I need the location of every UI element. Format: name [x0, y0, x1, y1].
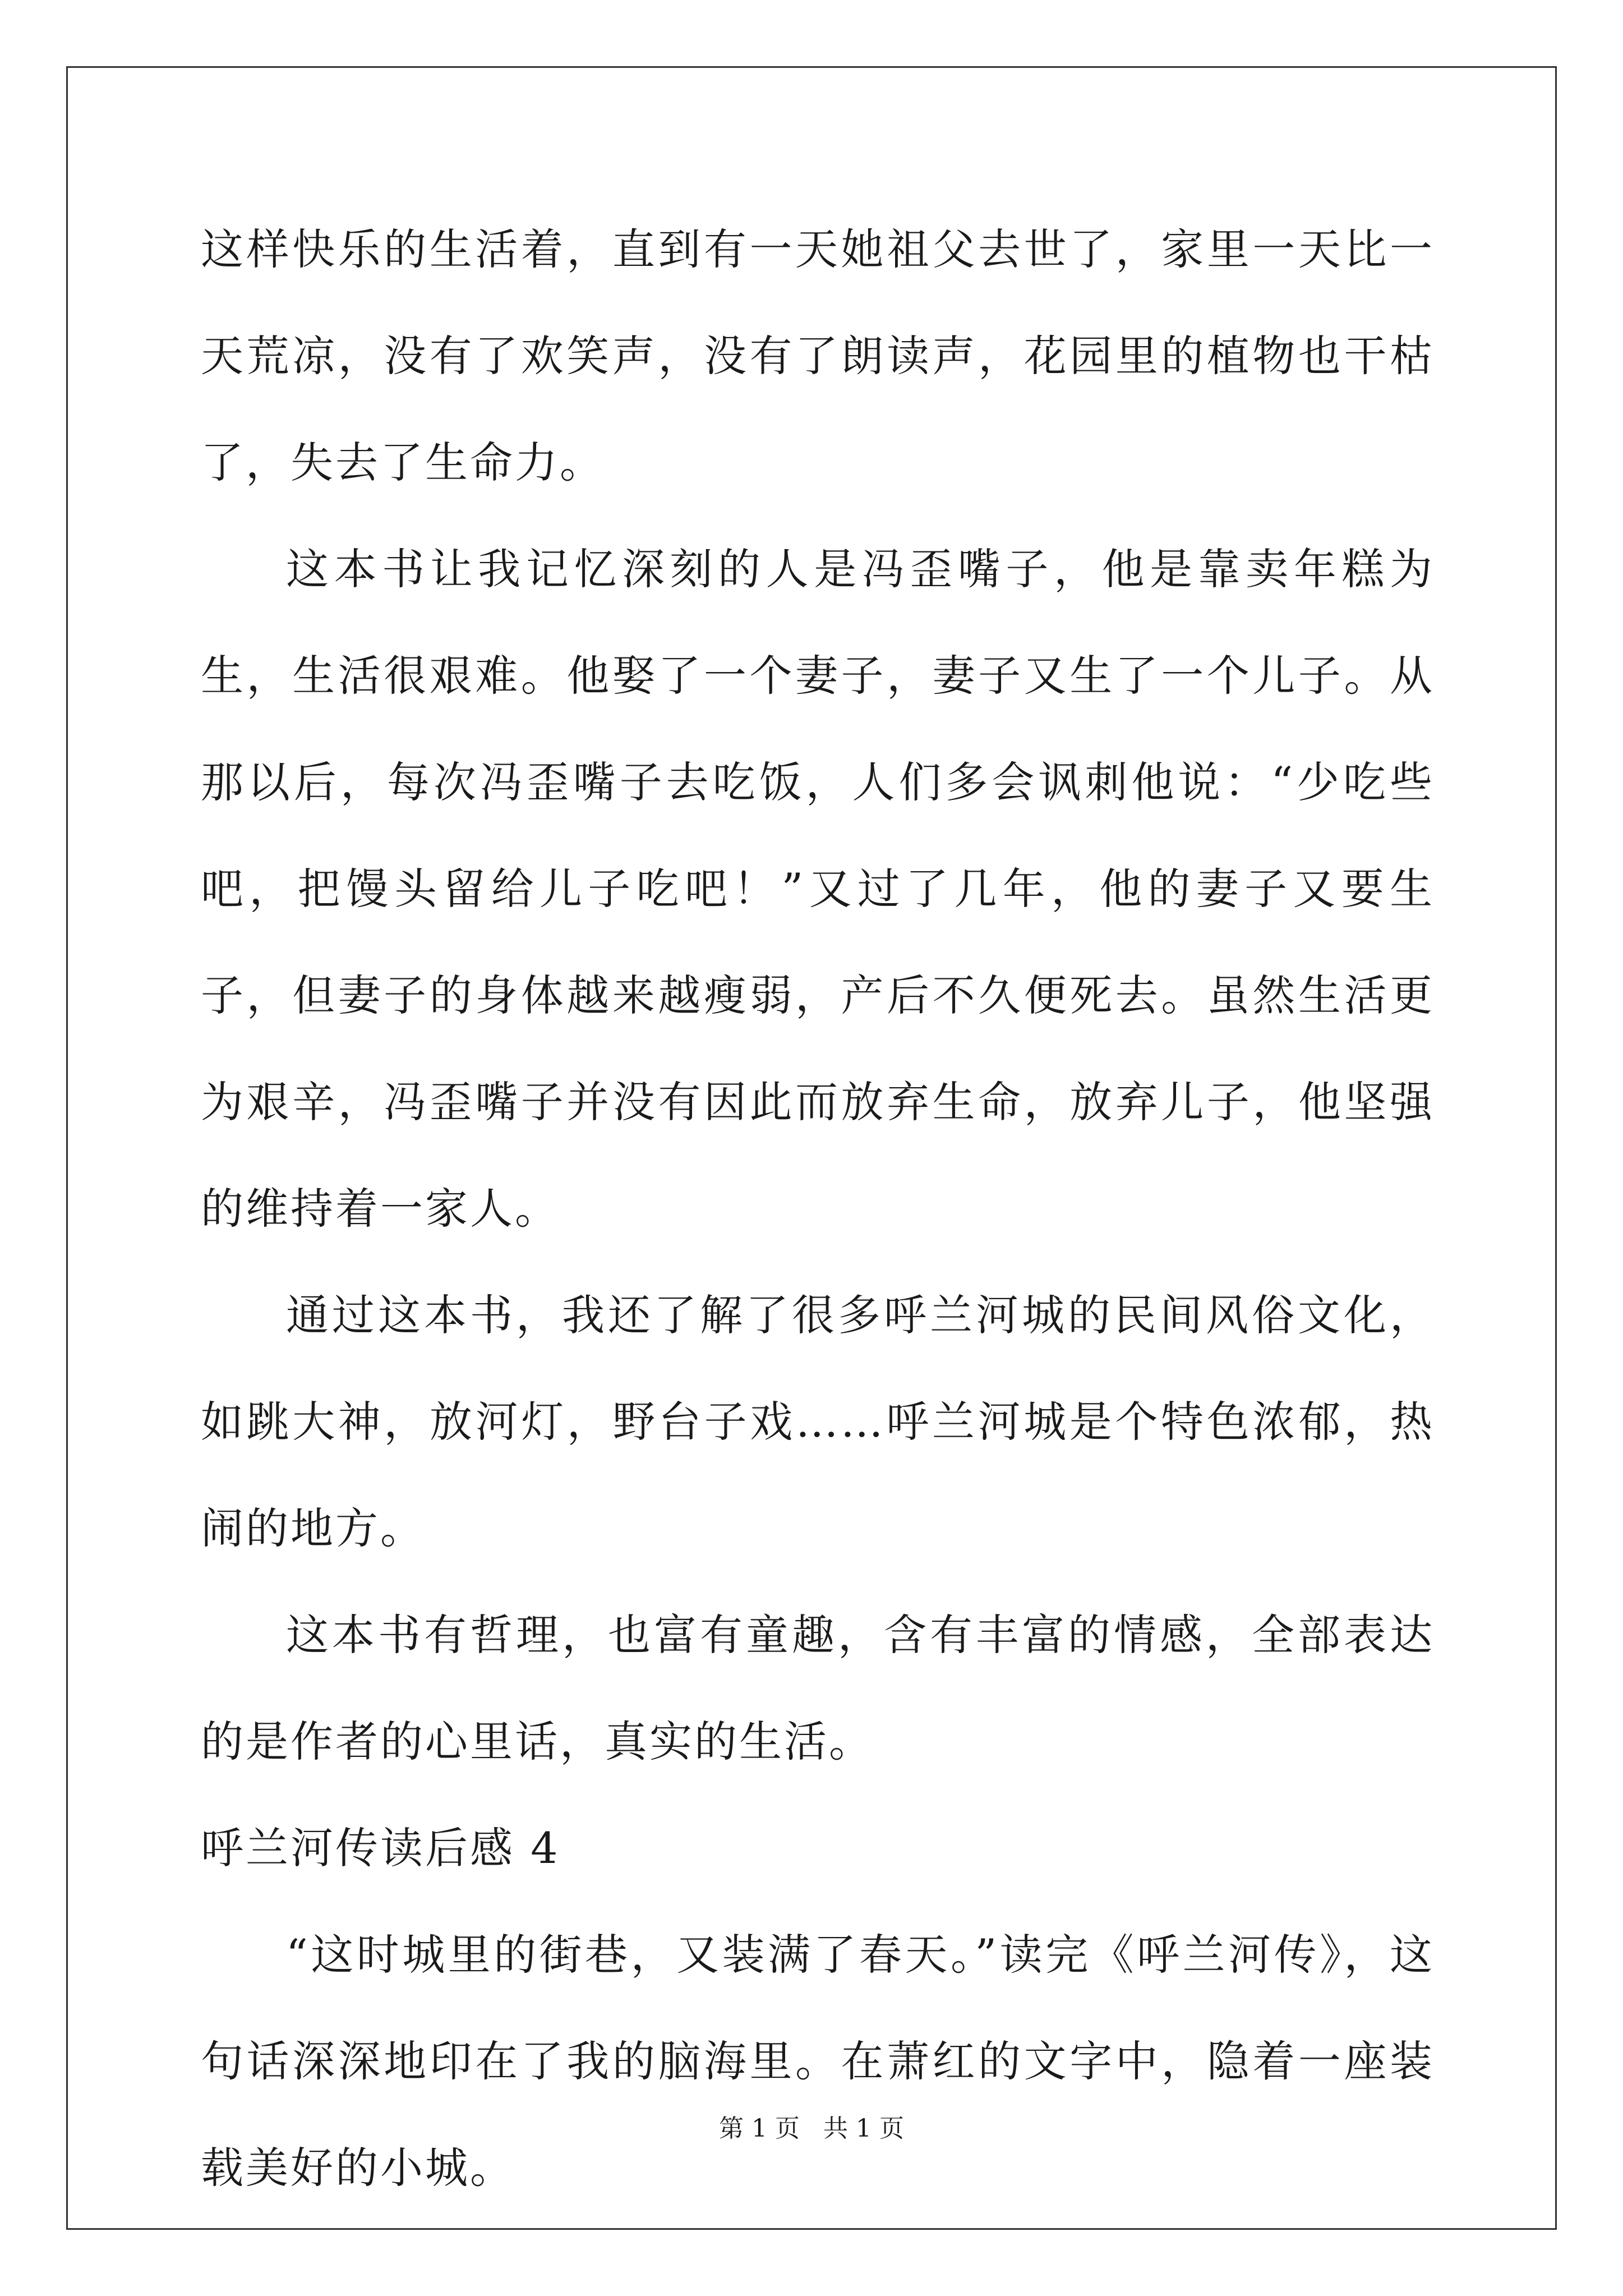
page-number: 第 1 页: [719, 2114, 800, 2143]
paragraph: 这样快乐的生活着，直到有一天她祖父去世了，家里一天比一天荒凉，没有了欢笑声，没有了朗读声，花园里的植物也干枯了，失去了生命力。: [201, 224, 1435, 487]
paragraph: “这时城里的街巷，又装满了春天。”读完《呼兰河传》，这句话深深地印在了我的脑海里。在萧红的文字中，隐着一座装载美好的小城。: [201, 1930, 1435, 2193]
page-footer: [0, 2112, 1623, 2146]
paragraph: 通过这本书，我还了解了很多呼兰河城的民间风俗文化，如跳大神，放河灯，野台子戏……呼兰河城是个特色浓郁，热闹的地方。: [201, 1290, 1435, 1553]
page-total: 共 1 页: [823, 2114, 904, 2143]
section-heading: 呼兰河传读后感 4: [201, 1823, 560, 1873]
document-body: [201, 196, 1435, 2221]
paragraph: 这本书有哲理，也富有童趣，含有丰富的情感，全部表达的是作者的心里话，真实的生活。: [201, 1610, 1435, 1766]
paragraph: 这本书让我记忆深刻的人是冯歪嘴子，他是靠卖年糕为生，生活很艰难。他娶了一个妻子，妻子又生了一个儿子。从那以后，每次冯歪嘴子去吃饭，人们多会讽刺他说：“少吃些吧，把馒头留给儿子吃吧！”又过了几年，他的妻子又要生子，但妻子的身体越来越瘦弱，产后不久便死去。虽然生活更为艰辛，冯歪嘴子并没有因此而放弃生命，放弃儿子，他坚强的维持着一家人。: [201, 544, 1435, 1234]
